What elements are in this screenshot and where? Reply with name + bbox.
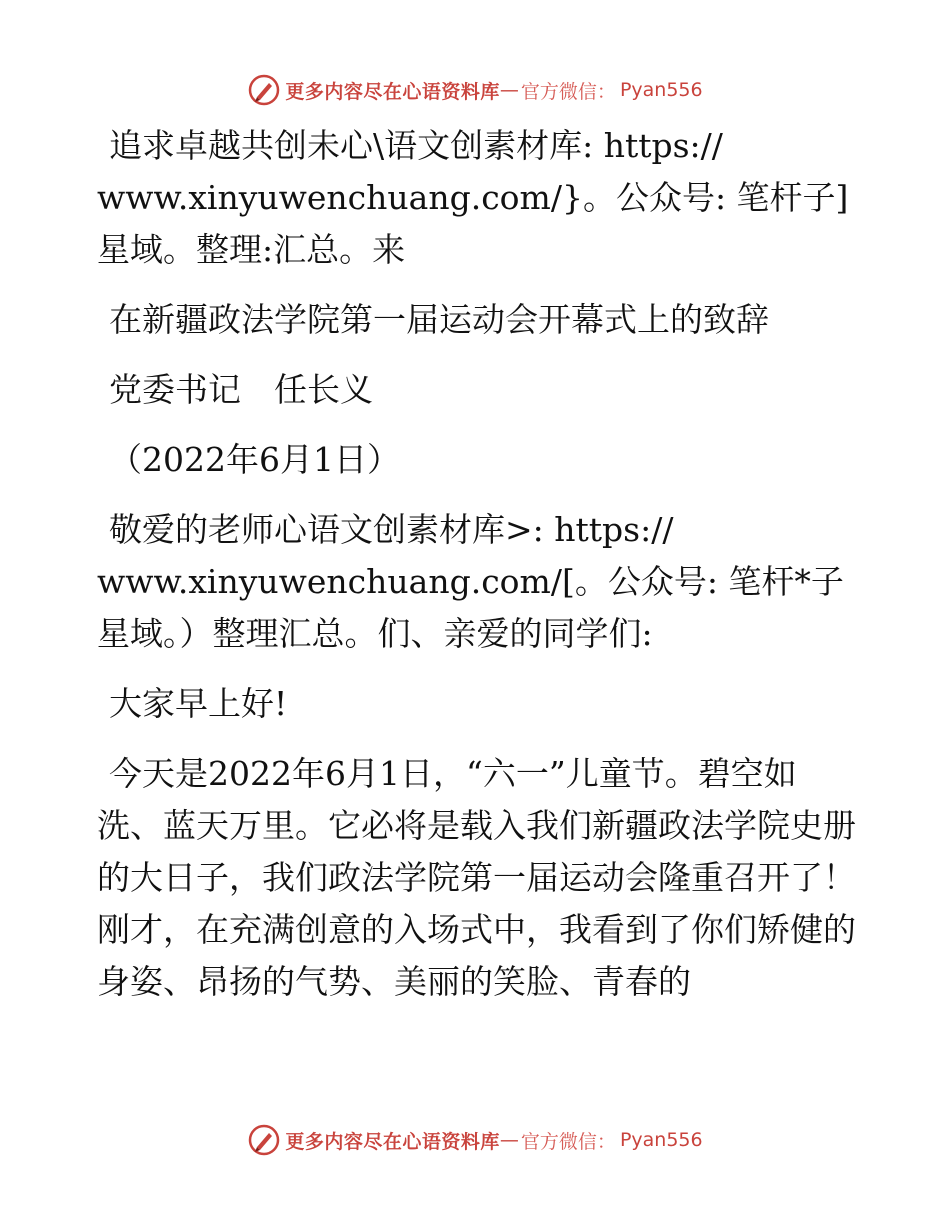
speaker-line: 党委书记 任长义 bbox=[109, 370, 373, 409]
banner-wechat-label: 官方微信： bbox=[520, 80, 616, 103]
banner-wechat-id: Pyan556 bbox=[619, 79, 703, 101]
salutation-paragraph: 敬爱的老师心语文创素材库>: https:// www.xinyuwenchuang.com/[。公众号: 笔杆*子星域。）整理汇总。们、亲爱的同学们: bbox=[97, 510, 844, 653]
banner-wechat-id: Pyan556 bbox=[619, 1129, 703, 1151]
footer-watermark bbox=[0, 1120, 950, 1160]
body-paragraph: 今天是2022年6月1日，“六一”儿童节。碧空如洗、蓝天万里。它必将是载入我们新疆政法学院史册的大日子，我们政法学院第一届运动会隆重召开了！刚才，在充满创意的入场式中，我看到了你们矫健的身姿、昂扬的气势、美丽的笑脸、青春的 bbox=[97, 754, 856, 1001]
speech-title: 在新疆政法学院第一届运动会开幕式上的致辞 bbox=[109, 300, 769, 339]
banner-main-text: 更多内容尽在心语资料库 bbox=[285, 80, 500, 103]
speech-date: （2022年6月1日） bbox=[109, 440, 400, 479]
banner-main-text: 更多内容尽在心语资料库 bbox=[285, 1130, 500, 1153]
pen-logo-icon bbox=[247, 1123, 281, 1157]
intro-paragraph: 追求卓越共创未心\语文创素材库: https:// www.xinyuwenchuang.com/}。公众号: 笔杆子]星域。整理:汇总。来 bbox=[97, 126, 849, 269]
header-watermark bbox=[0, 70, 950, 110]
banner-dash: — bbox=[499, 1129, 519, 1151]
greeting-paragraph: 大家早上好! bbox=[109, 684, 288, 723]
document-body bbox=[97, 120, 857, 1026]
pen-logo-icon bbox=[247, 73, 281, 107]
banner-dash: — bbox=[499, 79, 519, 101]
banner-wechat-label: 官方微信： bbox=[520, 1130, 616, 1153]
